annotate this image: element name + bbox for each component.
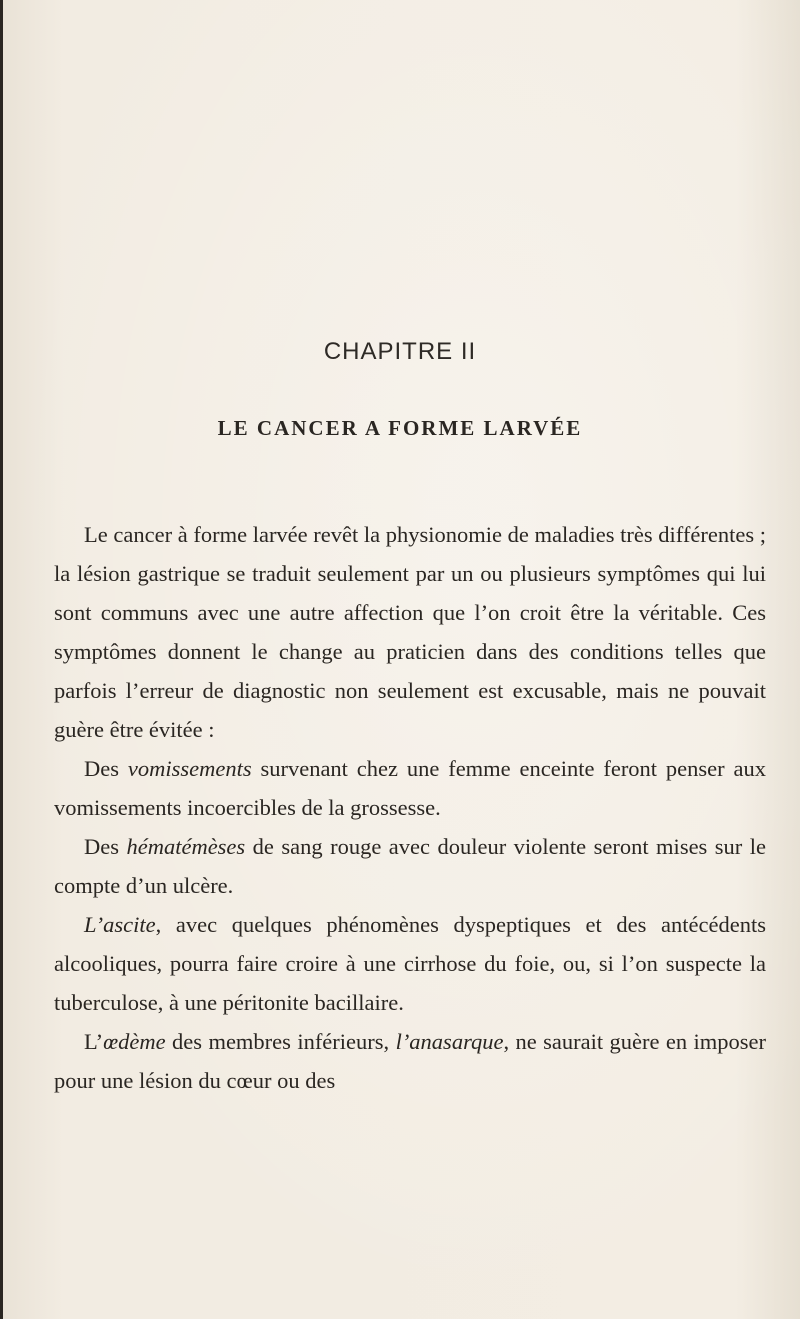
paragraph-hematemeses — [54, 827, 766, 905]
paragraph-ascite — [54, 905, 766, 1022]
page-edge-shadow — [0, 0, 3, 1319]
emphasis-term: vomissements — [127, 756, 252, 781]
paragraph-intro: Le cancer à forme larvée revêt la physionomie de maladies très différentes ; la lésion gastrique se traduit seulement par un ou plusieurs symptômes qui lui sont communs avec une autre affection que l’on croit être la véritable. Ces symptômes donnent le change au praticien dans des conditions telles que parfois l’erreur de diagnostic non seulement est excusable, mais ne pouvait guère être évitée : — [54, 522, 766, 742]
paragraph-vomissements — [54, 749, 766, 827]
paragraph-text: de sang rouge avec douleur violente seront mises sur le compte d’un ulcère. — [54, 834, 766, 898]
paragraph-text: L’ — [84, 1029, 104, 1054]
emphasis-term: l’anasarque — [395, 1029, 504, 1054]
paragraph-text: , ne saurait guère en imposer pour une lésion du cœur ou des — [54, 1029, 766, 1093]
paragraph-text: , avec quelques phénomènes dyspeptiques et des antécédents alcooliques, pourra faire croire à une cirrhose du foie, ou, si l’on suspecte la tuberculose, à une péritonite bacillaire. — [54, 912, 766, 1015]
emphasis-term: œdème — [103, 1029, 166, 1054]
emphasis-term: hématémèses — [126, 834, 246, 859]
paragraph-text: Des — [84, 756, 128, 781]
paragraph-text: survenant chez une femme enceinte feront penser aux vomissements incoercibles de la grossesse. — [54, 756, 766, 820]
paragraph-oedeme — [54, 1022, 766, 1100]
section-title: LE CANCER A FORME LARVÉE — [217, 416, 583, 440]
chapter-heading: CHAPITRE II — [323, 338, 477, 365]
body-text — [54, 515, 766, 1100]
paragraph-text: des membres inférieurs, — [165, 1029, 396, 1054]
emphasis-term: L’ascite — [84, 912, 156, 937]
paragraph-text: Des — [84, 834, 127, 859]
